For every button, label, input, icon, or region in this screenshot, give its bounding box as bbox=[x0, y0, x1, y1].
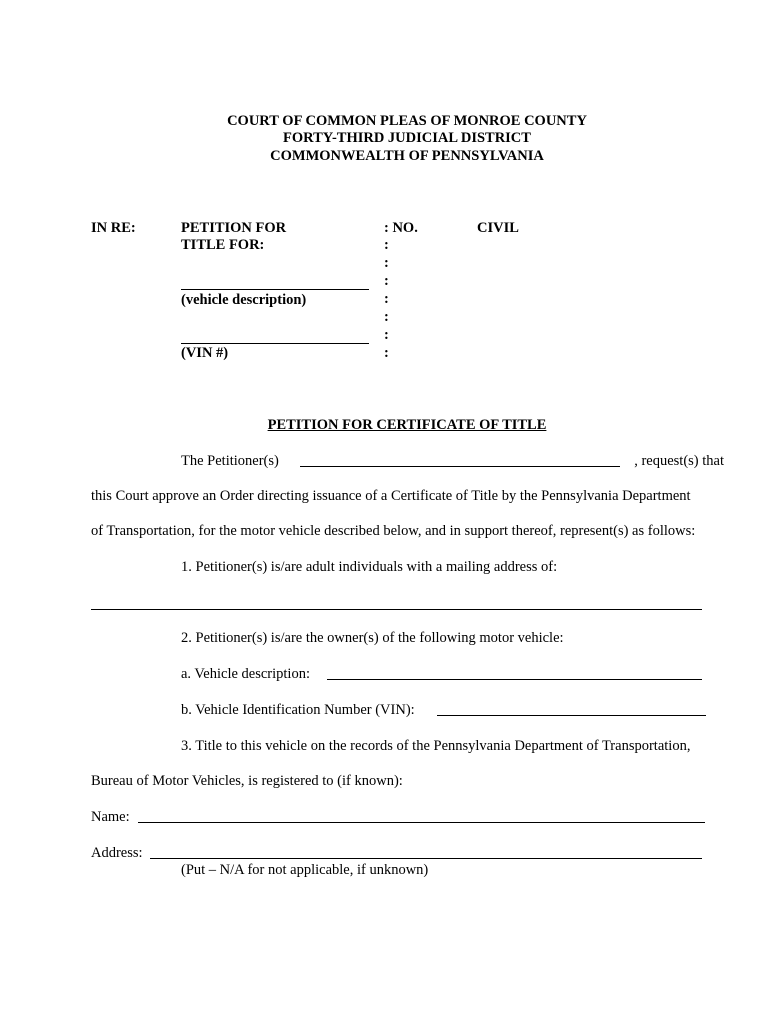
caption-colon: : bbox=[384, 345, 389, 361]
mailing-address-field[interactable] bbox=[91, 609, 702, 610]
intro-end: , request(s) that bbox=[634, 453, 724, 469]
caption-colon: : bbox=[384, 327, 389, 343]
caption-colon: : bbox=[384, 309, 389, 325]
caption-colon: : bbox=[384, 237, 389, 253]
civil-label: CIVIL bbox=[477, 220, 519, 236]
registered-name-field[interactable] bbox=[138, 822, 705, 823]
item-2a: a. Vehicle description: bbox=[181, 666, 310, 682]
item-2: 2. Petitioner(s) is/are the owner(s) of the following motor vehicle: bbox=[181, 630, 564, 646]
vehicle-description-input[interactable] bbox=[327, 679, 702, 680]
document-title: PETITION FOR CERTIFICATE OF TITLE bbox=[267, 417, 547, 433]
commonwealth: COMMONWEALTH OF PENNSYLVANIA bbox=[270, 148, 544, 164]
caption-colon: : bbox=[384, 291, 389, 307]
paragraph-line: of Transportation, for the motor vehicle described below, and in support thereof, represent(s) as follows: bbox=[91, 523, 696, 539]
title-for-label: TITLE FOR: bbox=[181, 237, 265, 253]
registered-address-field[interactable] bbox=[150, 858, 702, 859]
vehicle-description-label: (vehicle description) bbox=[181, 292, 307, 308]
caption-colon: : bbox=[384, 255, 389, 271]
item-1: 1. Petitioner(s) is/are adult individuals with a mailing address of: bbox=[181, 559, 558, 575]
address-label: Address: bbox=[91, 845, 143, 861]
petition-for-label: PETITION FOR bbox=[181, 220, 287, 236]
vin-label: (VIN #) bbox=[181, 345, 229, 361]
item-3: 3. Title to this vehicle on the records of the Pennsylvania Department of Transportation, bbox=[181, 738, 691, 754]
court-name: COURT OF COMMON PLEAS OF MONROE COUNTY bbox=[227, 113, 587, 129]
item-2b: b. Vehicle Identification Number (VIN): bbox=[181, 702, 415, 718]
vin-input[interactable] bbox=[437, 715, 706, 716]
name-label: Name: bbox=[91, 809, 130, 825]
judicial-district: FORTY-THIRD JUDICIAL DISTRICT bbox=[283, 130, 531, 146]
item-3-continued: Bureau of Motor Vehicles, is registered to (if known): bbox=[91, 773, 403, 789]
na-note: (Put – N/A for not applicable, if unknown) bbox=[181, 862, 429, 878]
caption-colon: : bbox=[384, 273, 389, 289]
in-re-label: IN RE: bbox=[91, 220, 136, 236]
vehicle-description-field[interactable] bbox=[181, 289, 369, 290]
petitioner-name-field[interactable] bbox=[300, 466, 620, 467]
paragraph-line: this Court approve an Order directing issuance of a Certificate of Title by the Pennsylvania Department bbox=[91, 488, 691, 504]
intro-start: The Petitioner(s) bbox=[181, 453, 279, 469]
case-number-label: : NO. bbox=[384, 220, 418, 236]
